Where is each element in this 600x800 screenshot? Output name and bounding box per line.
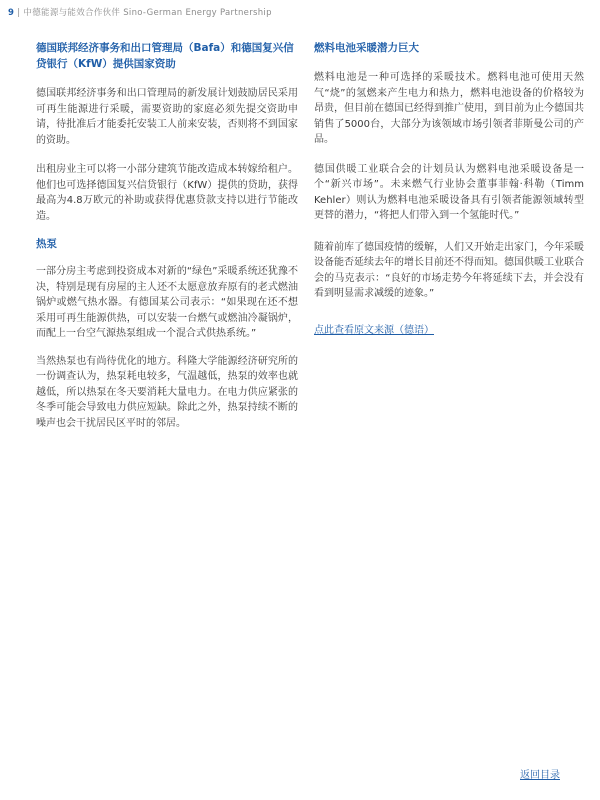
source-link[interactable]: 点此查看原文来源（德语）	[314, 324, 434, 336]
right-column	[314, 40, 584, 337]
back-to-contents-link[interactable]: 返回目录	[520, 770, 560, 781]
paragraph-heat-pump-hybrid: 一部分房主考虑到投资成本对新的“绿色”采暖系统还犹豫不决，特别是现有房屋的主人还不太愿意放弃原有的老式燃油锅炉或燃气热水器。有德国某公司表示：“如果现在还不想采用可再生能源供热，可以安装一台燃气或燃油冷凝锅炉，而配上一台空气源热泵组成一个混合式供热系统。”	[36, 266, 298, 339]
section-heading-heat-pump: 热泵	[36, 238, 57, 250]
header-title: 中德能源与能效合作伙伴 Sino-German Energy Partnership	[23, 8, 272, 18]
paragraph-fuel-cell-tech: 燃料电池是一种可选择的采暖技术。燃料电池可使用天然气“烧”的氢燃来产生电力和热力，燃料电池设备的价格较为昂贵，但目前在德国已经得到推广使用，到目前为止今德国共销售了5000台，大部分为该领域市场引领者菲斯曼公司的产品。	[314, 72, 584, 145]
section-heading-fuel-cell: 燃料电池采暖潜力巨大	[314, 42, 419, 54]
section-heading-bafa-kfw: 德国联邦经济事务和出口管理局（Bafa）和德国复兴信贷银行（KfW）提供国家资助	[36, 42, 294, 70]
page-header	[8, 6, 588, 18]
paragraph-outlook: 随着前库了德国疫情的缓解，人们又开始走出家门，今年采暖设备能否延续去年的增长目前还不得而知。德国供暖工业联合会的马克表示：“良好的市场走势今年将延续下去，并会没有看到明显需求减缓的迹象。”	[314, 241, 584, 299]
paragraph-fuel-cell-market: 德国供暖工业联合会的计划员认为燃料电池采暖设备是一个“新兴市场”。未来燃气行业协会董事菲翰·科勒（Timm Kehler）则认为燃料电池采暖设备具有引领者能源领域转型更替的潜力，“将把人们带入到一个氢能时代。”	[314, 163, 584, 221]
paragraph-landlord-kfw: 出租房业主可以将一小部分建筑节能改造成本转嫁给租户。他们也可选择德国复兴信贷银行（KfW）提供的贷助，获得最高为4.8万欧元的补助或获得优惠贷款支持以进行节能改造。	[36, 164, 298, 222]
paragraph-bafa-funding: 德国联邦经济事务和出口管理局的新发展计划鼓励居民采用可再生能源进行采暖，需要资助的家庭必须先提交资助申请，待批准后才能委托安装工人前来安装，否则将不到国家的资助。	[36, 88, 298, 146]
page-number: 9	[8, 8, 15, 18]
left-column	[36, 40, 298, 431]
header-separator: |	[17, 8, 21, 18]
paragraph-heat-pump-drawbacks: 当然热泵也有尚待优化的地方。科隆大学能源经济研究所的一份调查认为，热泵耗电较多，气温越低，热泵的效率也就越低，所以热泵在冬天要消耗大量电力。在电力供应紧张的冬季可能会导致电力供应短缺。除此之外，热泵持续不断的噪声也会干扰居民区平时的邻居。	[36, 355, 298, 429]
